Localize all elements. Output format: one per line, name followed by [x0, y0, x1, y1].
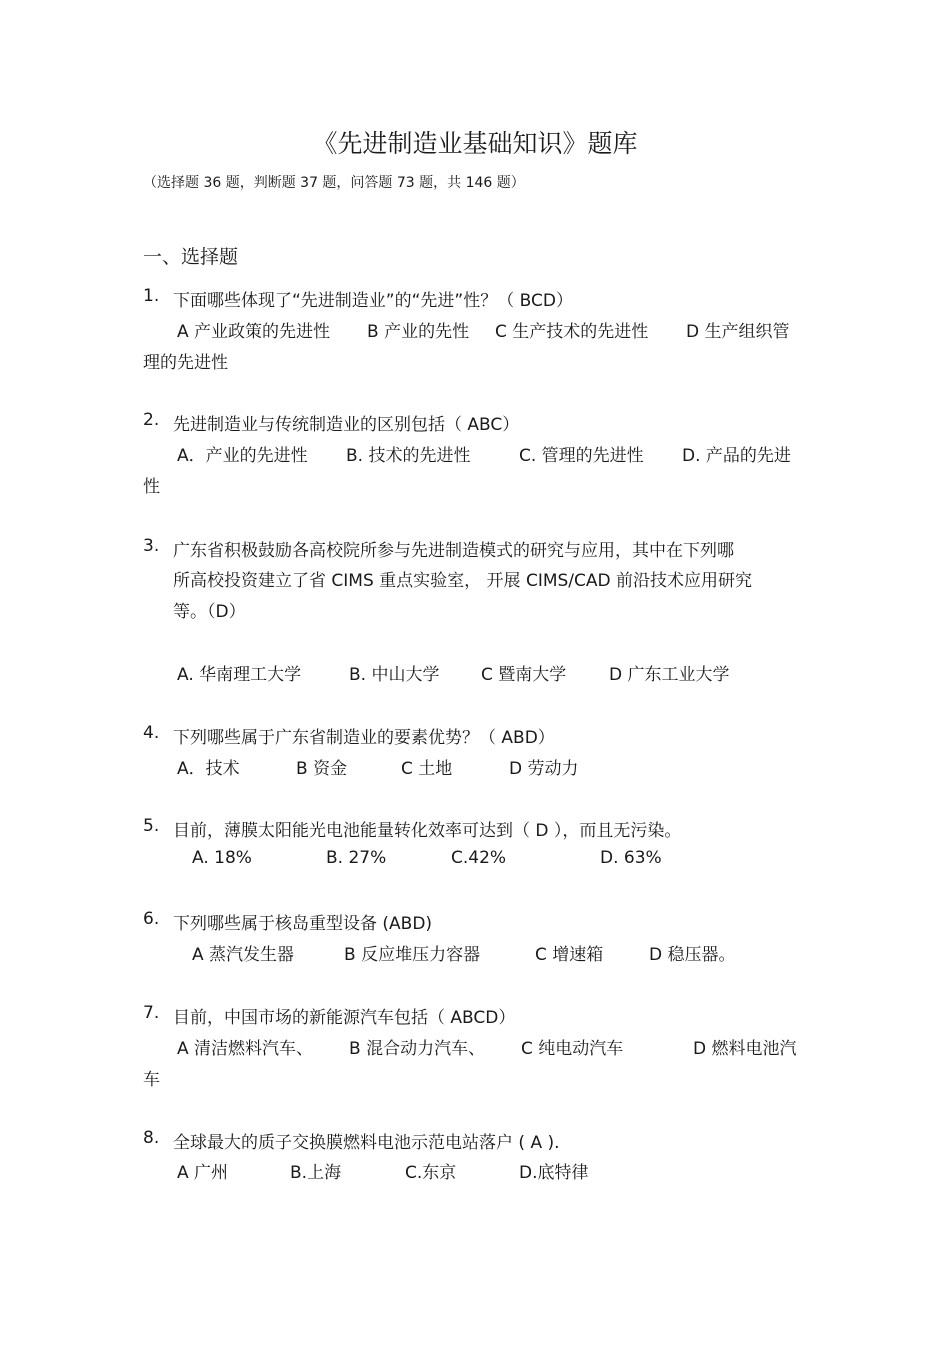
option-a: A 蒸汽发生器 — [192, 945, 295, 965]
option-d: D 广东工业大学 — [609, 665, 730, 685]
question-number: 8. — [143, 1128, 160, 1148]
option-c: C.东京 — [405, 1163, 457, 1183]
option-d: D. 63% — [600, 848, 662, 868]
option-a: A 产业政策的先进性 — [177, 322, 331, 342]
option-a: A．技术 — [177, 759, 240, 779]
question-number: 7. — [143, 1003, 160, 1023]
question-text: 全球最大的质子交换膜燃料电池示范电站落户 ( A ). — [173, 1133, 560, 1153]
option-a: A．产业的先进性 — [177, 446, 308, 466]
option-b: B.上海 — [290, 1163, 342, 1183]
option-continuation: 性 — [143, 477, 160, 497]
option-c: C 增速箱 — [535, 945, 604, 965]
option-d: D 生产组织管 — [686, 322, 790, 342]
option-continuation: 理的先进性 — [143, 353, 228, 373]
option-b: B 资金 — [296, 759, 348, 779]
option-b: B 混合动力汽车、 — [349, 1039, 486, 1059]
question-number: 4. — [143, 723, 160, 743]
option-a: A. 18% — [192, 848, 252, 868]
question-text: 等。（D） — [173, 602, 246, 622]
document-subtitle: （选择题 36 题，判断题 37 题，问答题 73 题，共 146 题） — [143, 175, 525, 191]
question-text: 目前，薄膜太阳能光电池能量转化效率可达到（ D ），而且无污染。 — [173, 821, 682, 841]
option-b: B. 技术的先进性 — [346, 446, 471, 466]
question-text: 所高校投资建立了省 CIMS 重点实验室， 开展 CIMS/CAD 前沿技术应用研究 — [173, 571, 753, 591]
option-c: C 生产技术的先进性 — [495, 322, 649, 342]
question-number: 6. — [143, 909, 160, 929]
option-d: D 劳动力 — [509, 759, 579, 779]
question-text: 先进制造业与传统制造业的区别包括（ ABC） — [173, 415, 520, 435]
question-number: 1. — [143, 286, 160, 306]
option-a: A. 华南理工大学 — [177, 665, 302, 685]
option-a: A 广州 — [177, 1163, 229, 1183]
question-text: 广东省积极鼓励各高校院所参与先进制造模式的研究与应用，其中在下列哪 — [173, 541, 734, 561]
option-continuation: 车 — [143, 1070, 160, 1090]
option-b: B 产业的先性 — [367, 322, 470, 342]
option-d: D. 产品的先进 — [682, 446, 791, 466]
option-c: C.42% — [451, 848, 507, 868]
option-c: C 纯电动汽车 — [521, 1039, 624, 1059]
option-b: B 反应堆压力容器 — [344, 945, 481, 965]
option-b: B. 27% — [326, 848, 387, 868]
option-d: D.底特律 — [519, 1163, 589, 1183]
option-d: D 稳压器。 — [649, 945, 736, 965]
document-title: 《先进制造业基础知识》题库 — [312, 129, 638, 158]
option-c: C 土地 — [401, 759, 453, 779]
option-b: B. 中山大学 — [349, 665, 440, 685]
option-c: C. 管理的先进性 — [519, 446, 644, 466]
question-text: 下列哪些属于广东省制造业的要素优势？（ ABD） — [173, 728, 555, 748]
question-number: 5. — [143, 816, 160, 836]
option-d: D 燃料电池汽 — [693, 1039, 797, 1059]
question-number: 3. — [143, 536, 160, 556]
option-c: C 暨南大学 — [481, 665, 567, 685]
option-a: A 清洁燃料汽车、 — [177, 1039, 314, 1059]
question-text: 目前，中国市场的新能源汽车包括（ ABCD） — [173, 1008, 516, 1028]
question-text: 下面哪些体现了“先进制造业”的“先进”性？（ BCD） — [173, 291, 573, 311]
question-number: 2. — [143, 410, 160, 430]
section-heading: 一、选择题 — [143, 246, 239, 268]
question-text: 下列哪些属于核岛重型设备 (ABD) — [173, 914, 433, 934]
